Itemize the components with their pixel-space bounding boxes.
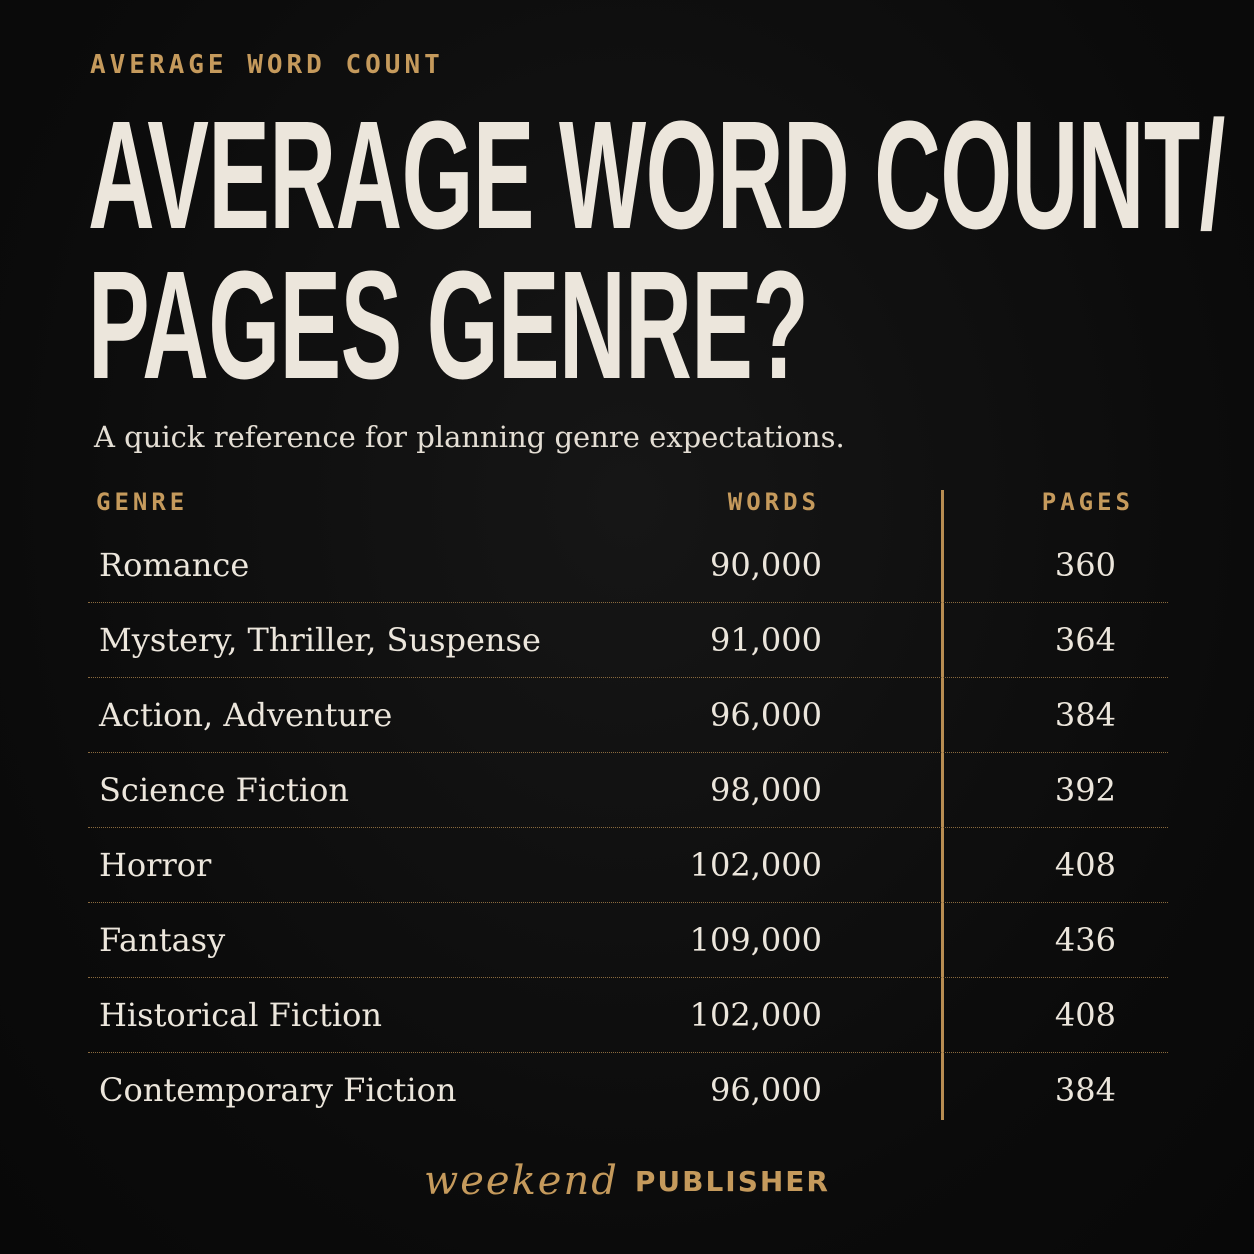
table-row	[88, 1053, 1168, 1128]
pages-cell: 408	[1054, 846, 1116, 884]
brand-script: weekend	[423, 1158, 619, 1204]
brand-word: PUBLISHER	[634, 1164, 830, 1198]
genre-cell: Horror	[99, 846, 212, 884]
subtitle: A quick reference for planning genre expectations.	[94, 420, 845, 454]
column-header-words: WORDS	[727, 488, 820, 516]
pages-cell: 436	[1054, 921, 1116, 959]
headline	[88, 89, 1225, 411]
pages-cell: 392	[1054, 771, 1116, 809]
table-row	[88, 828, 1168, 903]
words-cell: 91,000	[710, 621, 822, 659]
words-cell: 102,000	[689, 996, 822, 1034]
genre-cell: Action, Adventure	[99, 696, 393, 734]
table-row	[88, 903, 1168, 978]
words-cell: 102,000	[689, 846, 822, 884]
table-row	[88, 528, 1168, 603]
table-row	[88, 978, 1168, 1053]
genre-cell: Science Fiction	[99, 771, 349, 809]
genre-table	[88, 528, 1168, 1128]
brand-logo	[0, 1158, 1254, 1204]
words-cell: 96,000	[710, 696, 822, 734]
headline-line-1: AVERAGE WORD COUNT/	[88, 89, 1225, 261]
words-cell: 109,000	[689, 921, 822, 959]
words-cell: 96,000	[710, 1071, 822, 1109]
words-cell: 90,000	[710, 546, 822, 584]
genre-cell: Romance	[99, 546, 250, 584]
eyebrow-label: AVERAGE WORD COUNT	[90, 50, 444, 80]
pages-cell: 360	[1054, 546, 1116, 584]
column-header-genre: GENRE	[96, 488, 189, 516]
words-cell: 98,000	[710, 771, 822, 809]
pages-cell: 364	[1054, 621, 1116, 659]
column-header-pages: PAGES	[1041, 488, 1134, 516]
pages-cell: 384	[1054, 696, 1116, 734]
genre-cell: Fantasy	[99, 921, 226, 959]
table-row	[88, 678, 1168, 753]
pages-cell: 408	[1054, 996, 1116, 1034]
pages-cell: 384	[1054, 1071, 1116, 1109]
headline-line-2: PAGES GENRE?	[88, 239, 809, 411]
table-row	[88, 753, 1168, 828]
table-row	[88, 603, 1168, 678]
genre-cell: Contemporary Fiction	[99, 1071, 457, 1109]
genre-cell: Mystery, Thriller, Suspense	[99, 621, 541, 659]
genre-cell: Historical Fiction	[99, 996, 382, 1034]
